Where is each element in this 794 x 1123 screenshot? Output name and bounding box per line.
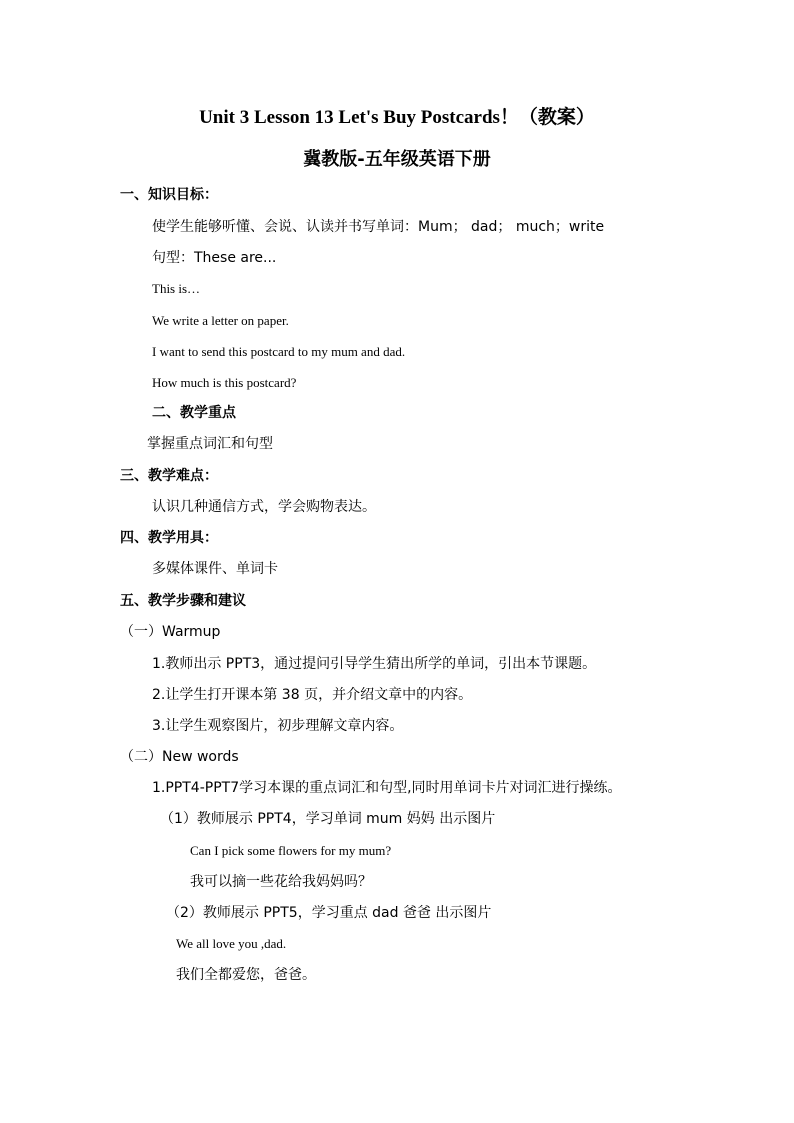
warmup-heading: （一）Warmup — [120, 624, 221, 640]
example-translation: 我们全都爱您，爸爸。 — [176, 967, 316, 983]
section-4-heading: 四、教学用具： — [120, 530, 218, 546]
warmup-step: 1.教师出示 PPT3，通过提问引导学生猜出所学的单词，引出本节课题。 — [152, 656, 597, 672]
objective-line: This is… — [152, 281, 201, 296]
section-2-heading: 二、教学重点 — [152, 405, 236, 421]
objective-line: 句型：These are... — [152, 250, 277, 266]
example-translation: 我可以摘一些花给我妈妈吗？ — [190, 874, 372, 890]
document-subtitle: 冀教版-五年级英语下册 — [303, 149, 491, 170]
objective-line: I want to send this postcard to my mum and dad. — [152, 344, 406, 359]
new-words-step: （2）教师展示 PPT5，学习重点 dad 爸爸 出示图片 — [166, 905, 492, 921]
new-words-heading: （二）New words — [120, 749, 239, 765]
section-5-heading: 五、教学步骤和建议 — [120, 593, 246, 609]
key-points-line: 掌握重点词汇和句型 — [147, 436, 273, 452]
warmup-step: 2.让学生打开课本第 38 页，并介绍文章中的内容。 — [152, 687, 473, 703]
tools-line: 多媒体课件、单词卡 — [152, 561, 278, 577]
example-sentence: We all love you ,dad. — [176, 936, 287, 951]
objective-line: We write a letter on paper. — [152, 313, 289, 328]
objective-line: 使学生能够听懂、会说、认读并书写单词：Mum； dad； much；write — [152, 219, 605, 235]
new-words-step: （1）教师展示 PPT4，学习单词 mum 妈妈 出示图片 — [160, 811, 496, 827]
objective-line: How much is this postcard? — [152, 375, 297, 390]
difficulty-line: 认识几种通信方式，学会购物表达。 — [152, 499, 376, 515]
example-sentence: Can I pick some flowers for my mum? — [190, 843, 392, 858]
document-title: Unit 3 Lesson 13 Let's Buy Postcards！（教案） — [199, 107, 595, 128]
section-3-heading: 三、教学难点： — [120, 468, 218, 484]
new-words-step: 1.PPT4-PPT7学习本课的重点词汇和句型,同时用单词卡片对词汇进行操练。 — [152, 780, 622, 796]
warmup-step: 3.让学生观察图片，初步理解文章内容。 — [152, 718, 404, 734]
section-1-heading: 一、知识目标： — [120, 187, 218, 203]
